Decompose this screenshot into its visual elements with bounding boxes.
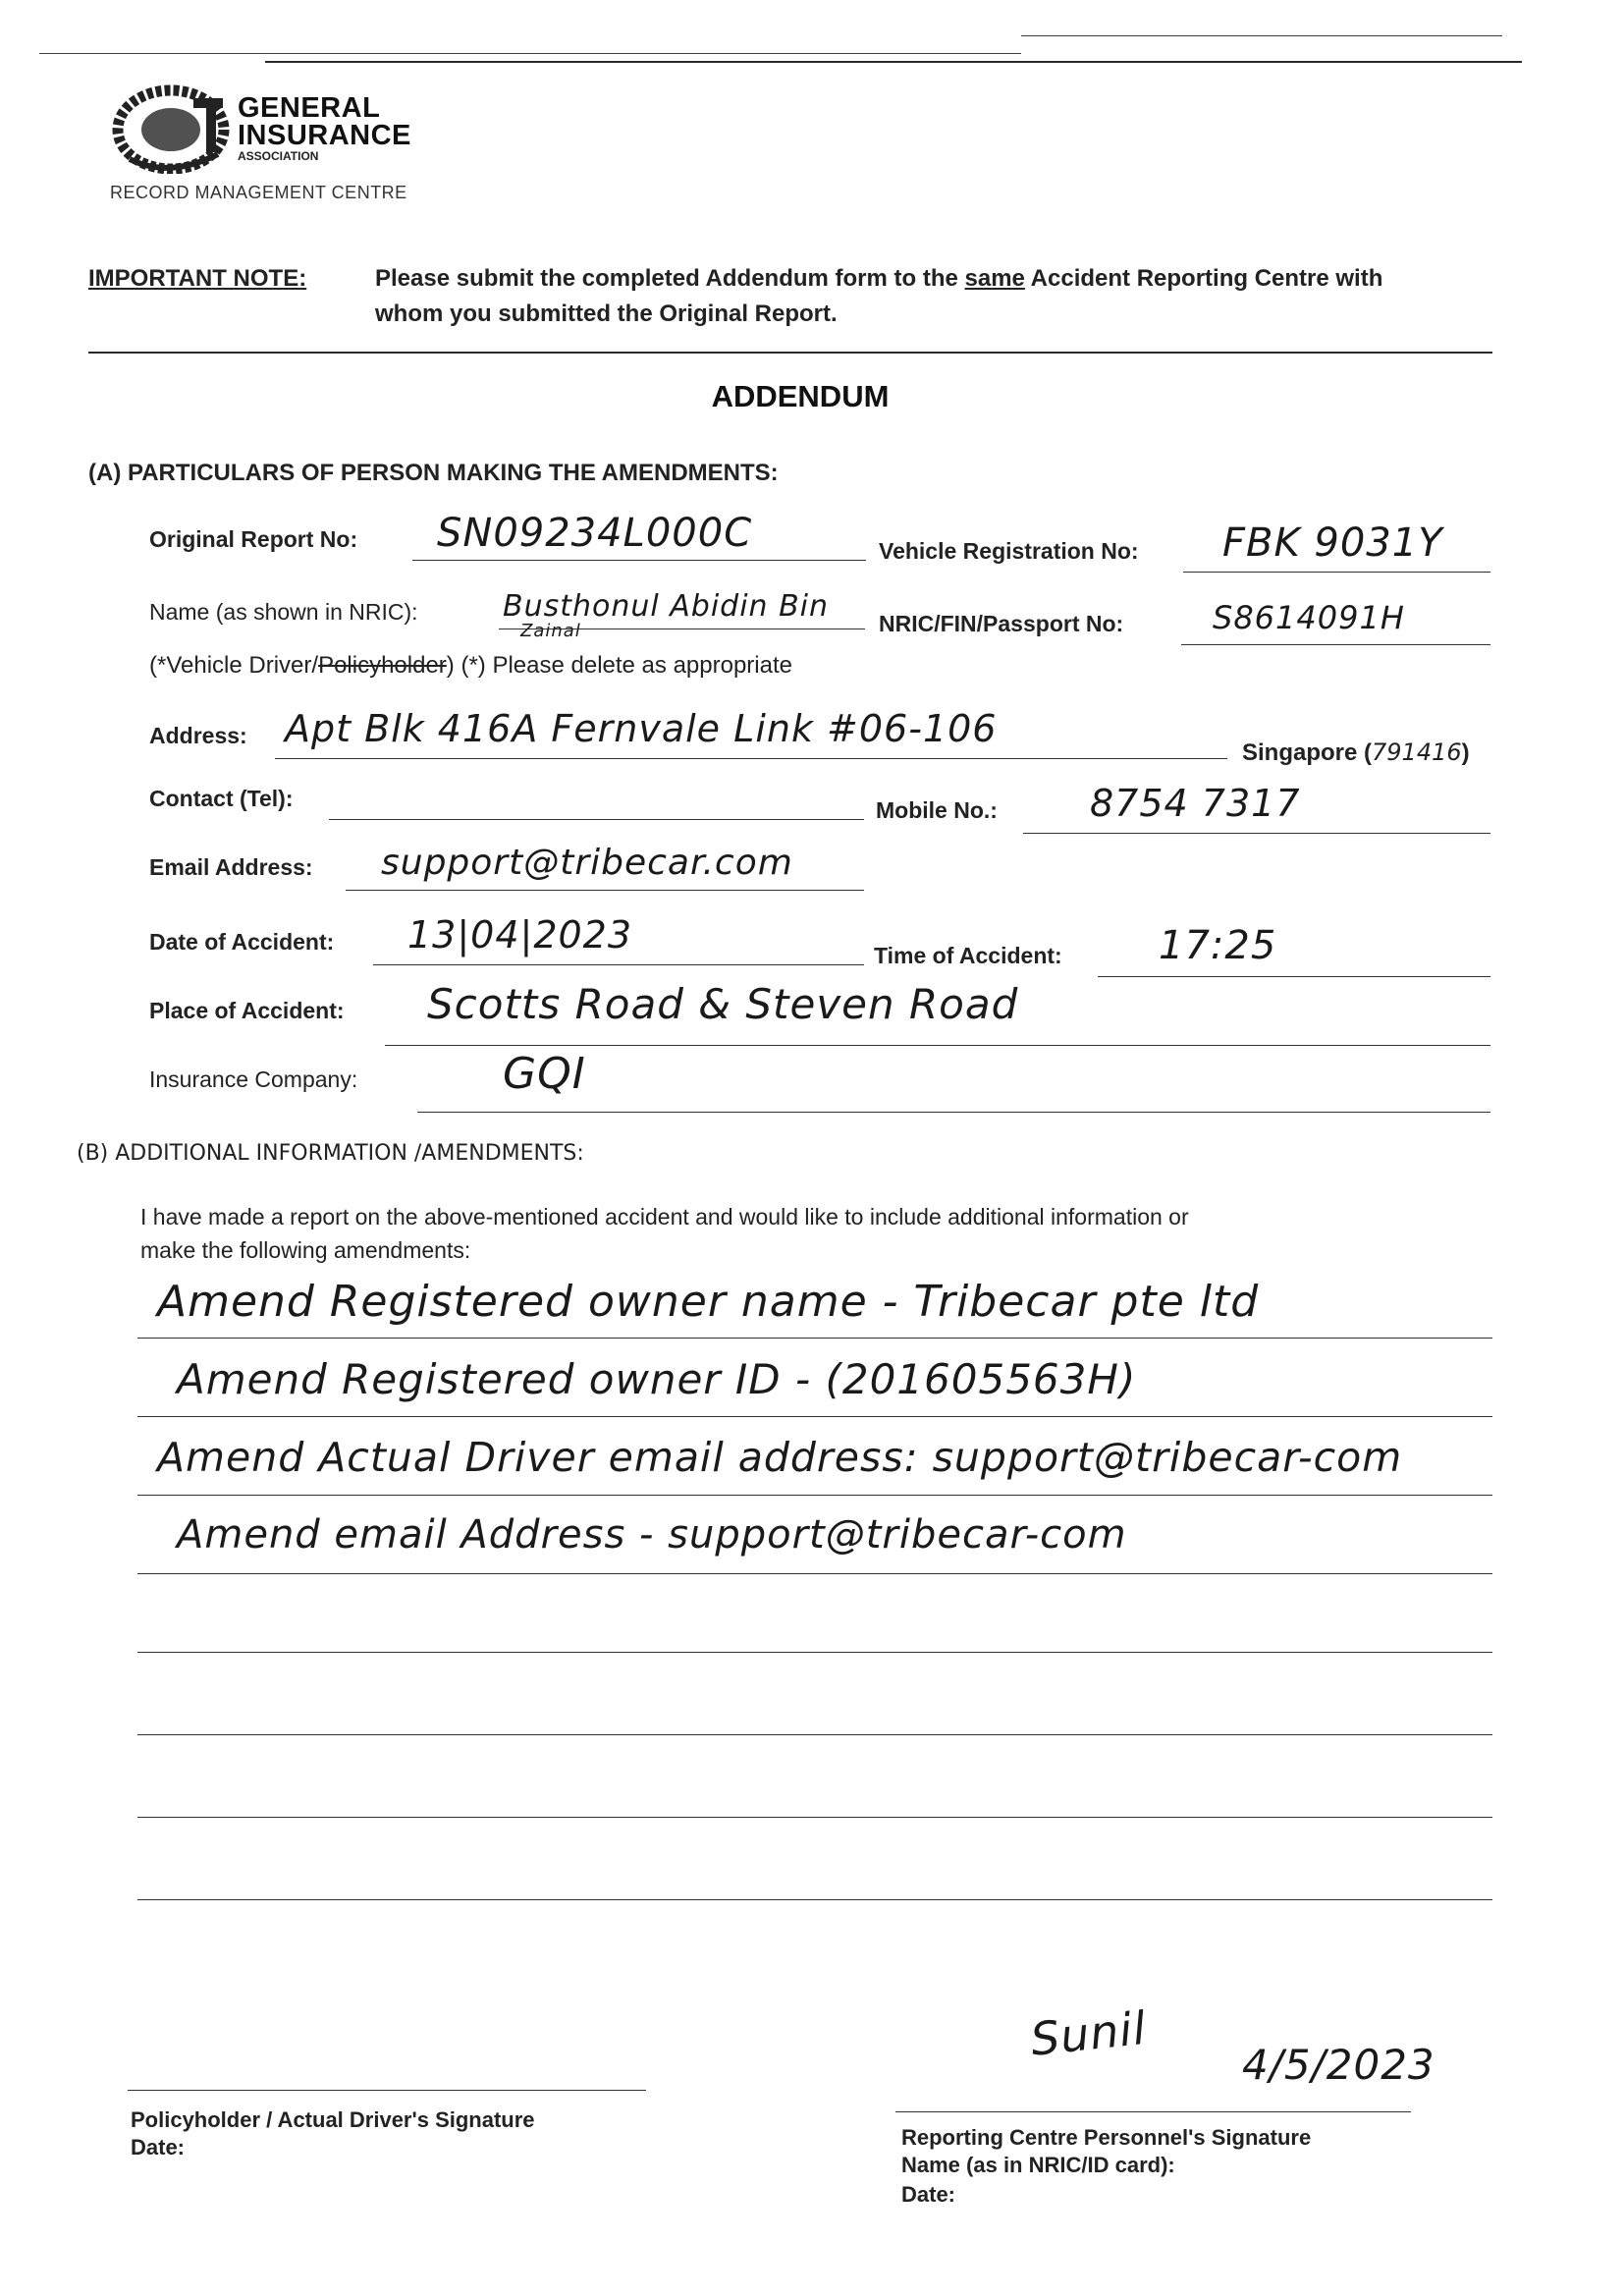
section-b-heading: (B) ADDITIONAL INFORMATION /AMENDMENTS: — [77, 1141, 584, 1166]
note-text-before: Please submit the completed Addendum form to the — [375, 265, 965, 292]
important-note-label: IMPORTANT NOTE: — [88, 265, 307, 292]
place-of-accident-line — [385, 1045, 1490, 1046]
date-of-accident-line — [373, 964, 864, 965]
section-a-heading: (A) PARTICULARS OF PERSON MAKING THE AMENDMENTS: — [88, 460, 779, 486]
top-border-line — [265, 61, 1522, 63]
address-value: Apt Blk 416A Fernvale Link #06-106 — [285, 707, 998, 750]
original-report-value: SN09234L000C — [437, 511, 753, 556]
section-b-intro-line2: make the following amendments: — [140, 1237, 471, 1263]
amendment-line — [137, 1652, 1492, 1653]
amendment-text-1: Amend Registered owner name - Tribecar pte ltd — [157, 1277, 1260, 1327]
mobile-line — [1023, 833, 1490, 834]
amendment-line — [137, 1495, 1492, 1496]
role-struck: Policyholder — [318, 652, 447, 679]
right-date-label: Date: — [901, 2182, 956, 2207]
name-value-line2: Zainal — [520, 621, 581, 641]
place-of-accident-label: Place of Accident: — [149, 998, 345, 1023]
contact-line — [329, 819, 864, 820]
vehicle-reg-value: FBK 9031Y — [1222, 520, 1443, 566]
mobile-value: 8754 7317 — [1090, 782, 1301, 825]
insurance-company-line — [417, 1112, 1490, 1113]
logo-general: GENERAL — [238, 92, 381, 124]
amendment-line — [137, 1734, 1492, 1735]
time-of-accident-value: 17:25 — [1159, 923, 1277, 968]
note-text-underlined: same — [964, 265, 1025, 292]
place-of-accident-value: Scotts Road & Steven Road — [427, 980, 1019, 1028]
role-prefix: (*Vehicle Driver/ — [149, 652, 319, 679]
nric-value: S8614091H — [1213, 599, 1405, 636]
amendment-line — [137, 1899, 1492, 1900]
singapore-postal — [1242, 738, 1470, 767]
role-line — [149, 652, 792, 680]
nric-line — [1181, 644, 1490, 645]
postal-value: 791416 — [1372, 738, 1462, 766]
vehicle-reg-line — [1183, 572, 1490, 573]
address-line — [275, 758, 1227, 759]
singapore-close: ) — [1461, 739, 1470, 766]
time-of-accident-label: Time of Accident: — [874, 943, 1062, 968]
vehicle-reg-label: Vehicle Registration No: — [879, 538, 1139, 564]
gia-logo-emblem-icon — [110, 81, 238, 174]
email-value: support@tribecar.com — [381, 843, 793, 883]
amendment-text-3: Amend Actual Driver email address: support@tribecar-com — [157, 1434, 1403, 1481]
email-label: Email Address: — [149, 854, 313, 880]
amendment-text-4: Amend email Address - support@tribecar-com — [177, 1512, 1127, 1558]
insurance-company-label: Insurance Company: — [149, 1066, 358, 1092]
nric-label: NRIC/FIN/Passport No: — [879, 611, 1124, 636]
logo-association: ASSOCIATION — [238, 149, 319, 163]
right-signature-label: Reporting Centre Personnel's Signature — [901, 2125, 1312, 2150]
gia-logo — [110, 81, 424, 208]
right-signature-date: 4/5/2023 — [1242, 2041, 1435, 2089]
amendment-line — [137, 1338, 1492, 1339]
note-divider — [88, 352, 1492, 354]
singapore-label: Singapore ( — [1242, 739, 1373, 766]
right-signature-scribble: Sunil — [1028, 2000, 1150, 2066]
mobile-label: Mobile No.: — [876, 797, 998, 823]
contact-label: Contact (Tel): — [149, 786, 294, 811]
right-name-label: Name (as in NRIC/ID card): — [901, 2153, 1175, 2177]
amendments-list — [137, 1267, 1492, 1935]
note-text-after: Accident Reporting Centre with — [1024, 265, 1383, 292]
address-label: Address: — [149, 723, 247, 748]
amendment-line — [137, 1817, 1492, 1818]
name-value: Busthonul Abidin Bin — [503, 589, 830, 624]
page-title: ADDENDUM — [711, 379, 890, 413]
amendment-line — [137, 1573, 1492, 1574]
role-suffix: ) (*) Please delete as appropriate — [446, 652, 792, 679]
logo-subtitle: RECORD MANAGEMENT CENTRE — [110, 183, 407, 202]
top-edge-line-right — [1021, 35, 1502, 36]
logo-insurance: INSURANCE — [238, 120, 411, 151]
insurance-company-value: GQI — [503, 1049, 586, 1099]
amendment-line — [137, 1416, 1492, 1417]
original-report-label: Original Report No: — [149, 526, 358, 552]
left-date-label: Date: — [131, 2135, 186, 2159]
right-signature-line — [895, 2111, 1411, 2112]
section-b-intro-line1: I have made a report on the above-mentioned accident and would like to include additional information or — [140, 1204, 1189, 1230]
time-of-accident-line — [1098, 976, 1490, 977]
left-signature-label: Policyholder / Actual Driver's Signature — [131, 2107, 535, 2132]
date-of-accident-label: Date of Accident: — [149, 929, 335, 955]
date-of-accident-value: 13|04|2023 — [407, 913, 633, 957]
amendment-text-2: Amend Registered owner ID - (201605563H) — [177, 1355, 1137, 1403]
important-note-line2: whom you submitted the Original Report. — [375, 301, 838, 327]
top-edge-line — [39, 53, 1021, 54]
email-line — [346, 890, 864, 891]
important-note-line1 — [375, 265, 1382, 293]
name-label: Name (as shown in NRIC): — [149, 599, 418, 625]
original-report-line — [412, 560, 866, 561]
left-signature-line — [128, 2090, 646, 2091]
